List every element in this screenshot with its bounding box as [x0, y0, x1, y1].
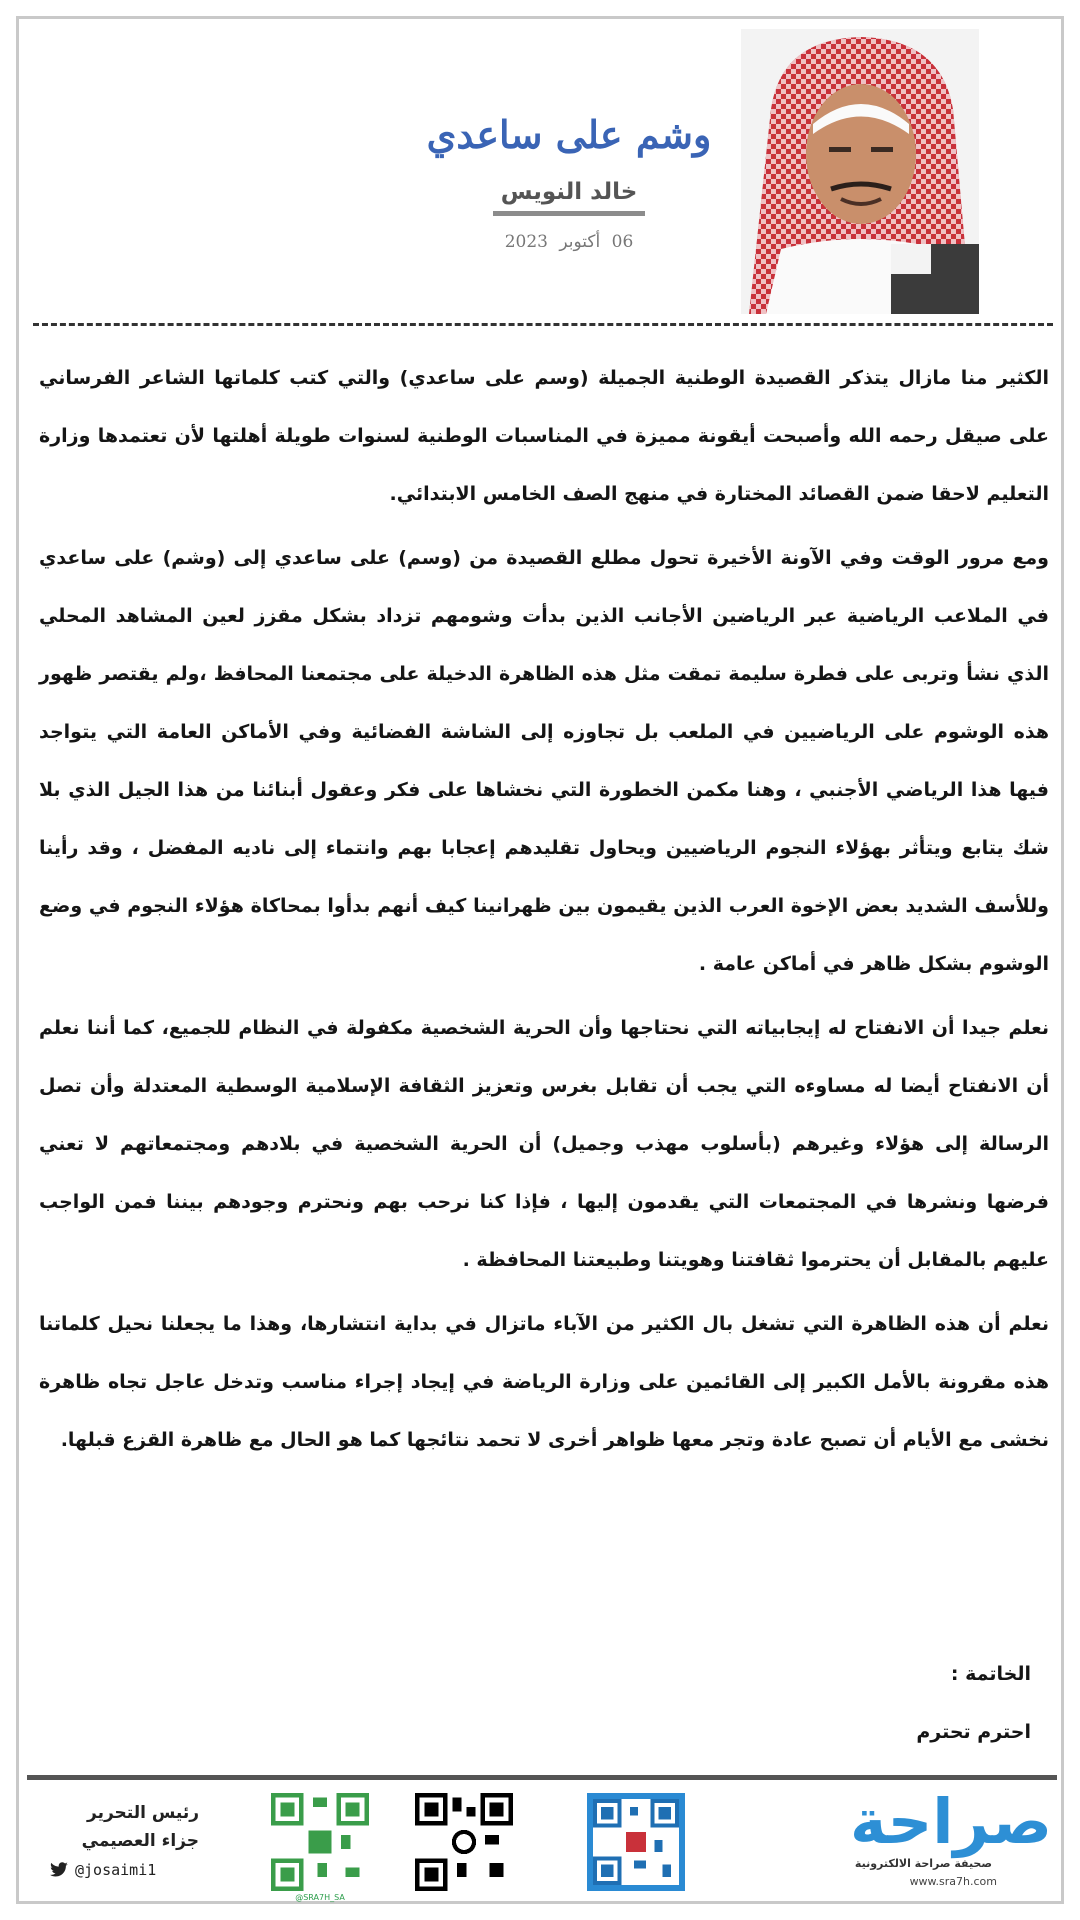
date-month: أكتوبر	[559, 232, 601, 252]
paragraph: نعلم جيدا أن الانفتاح له إيجابياته التي نحتاجها وأن الحرية الشخصية مكفولة في النظام للجميع، كما أننا نعلم أن الانفتاح أيضا له مساوءه التي يجب أن تقابل بغرس وتعزيز الثقافة الإسلامية الوسطية المعتدلة وأن تصل الرسالة إلى هؤلاء وغيرهم (بأسلوب مهذب وجميل) أن الحرية الشخصية في بلادهم ومجتمعاتهم لا تعني فرضها ونشرها في المجتمعات التي يقدمون إليها ، فإذا كنا نرحب بهم ونحترم وجودهم بيننا فمن الواجب عليهم بالمقابل أن يحترموا ثقافتنا وهويتنا وطبيعتنا المحافظة .	[39, 1017, 1049, 1271]
website-qr-code[interactable]	[587, 1793, 685, 1891]
editor-name: جزاء العصيمي	[81, 1831, 199, 1851]
article-body	[39, 349, 1049, 1469]
date-day: 06	[611, 232, 634, 252]
brand-logo[interactable]	[767, 1785, 1052, 1891]
qr-caption: @SRA7H_SA	[295, 1893, 345, 1902]
title-block	[419, 109, 719, 252]
closing-text: احترم تحترم	[916, 1721, 1031, 1743]
closing-label: الخاتمة :	[950, 1663, 1031, 1685]
article-title: وشم على ساعدي	[426, 112, 712, 157]
editor-handle-text: @josaimi1	[75, 1861, 157, 1879]
brand-url[interactable]: www.sra7h.com	[909, 1875, 997, 1888]
editor-twitter[interactable]	[49, 1861, 199, 1879]
article-page	[16, 16, 1064, 1904]
footer	[19, 1785, 1061, 1902]
paragraph: الكثير منا مازال يتذكر القصيدة الوطنية الجميلة (وسم على ساعدي) والتي كتب كلماتها الشاعر الفرساني على صيقل رحمه الله وأصبحت أيقونة مميزة في المناسبات الوطنية لسنوات طويلة أهلتها لأن تعتمدها وزارة التعليم لاحقا ضمن القصائد المختارة في منهج الصف الخامس الابتدائي.	[39, 367, 1049, 505]
header-divider	[33, 323, 1053, 326]
whatsapp-qr-code[interactable]	[415, 1793, 513, 1891]
publish-date	[419, 232, 719, 252]
editor-role: رئيس التحرير	[87, 1803, 199, 1823]
article-header	[19, 19, 1061, 319]
footer-divider	[27, 1775, 1057, 1780]
brand-subtitle: صحيفة صراحة الالكترونية	[854, 1857, 992, 1870]
date-year: 2023	[504, 232, 548, 252]
brand-name: صراحة	[849, 1785, 1052, 1858]
paragraph: نعلم أن هذه الظاهرة التي تشغل بال الكثير من الآباء ماتزال في بداية انتشارها، وهذا ما يجعلنا نحيل كلماتنا هذه مقرونة بالأمل الكبير إلى القائمين على وزارة الرياضة في إيجاد إجراء مناسب وتدخل عاجل تجاه ظاهرة نخشى مع الأيام أن تصبح عادة وتجر معها ظواهر أخرى لا تحمد نتائجها كما هو الحال مع ظاهرة القزع قبلها.	[39, 1313, 1049, 1451]
author-photo	[741, 29, 979, 314]
twitter-icon	[49, 1862, 69, 1878]
paragraph: ومع مرور الوقت وفي الآونة الأخيرة تحول مطلع القصيدة من (وسم) على ساعدي إلى (وشم) على ساعدي في الملاعب الرياضية عبر الرياضين الأجانب الذين بدأت وشومهم تزداد بشكل مقزز لعين المشاهد المحلي الذي نشأ وتربى على فطرة سليمة تمقت مثل هذه الظاهرة الدخيلة على مجتمعنا المحافظ ،ولم يقتصر ظهور هذه الوشوم على الرياضيين في الملعب بل تجاوزه إلى الشاشة الفضائية وفي الأماكن العامة التي يتواجد فيها هذا الرياضي الأجنبي ، وهنا مكمن الخطورة التي نخشاها على فكر وعقول أبنائنا من هذا الجيل الذي بلا شك يتابع ويتأثر بهؤلاء النجوم الرياضيين ويحاول تقليدهم إعجابا بهم وانتماء إلى ناديه المفضل ، وقد رأينا وللأسف الشديد بعض الإخوة العرب الذين يقيمون بين ظهرانينا كيف أنهم بدأوا بمحاكاة هؤلاء النجوم في وضع الوشوم بشكل ظاهر في أماكن عامة .	[39, 547, 1049, 975]
social-qr-code[interactable]	[271, 1793, 369, 1891]
author-name: خالد النويس	[493, 179, 646, 216]
closing-section	[916, 1645, 1031, 1761]
editor-info	[49, 1799, 199, 1879]
